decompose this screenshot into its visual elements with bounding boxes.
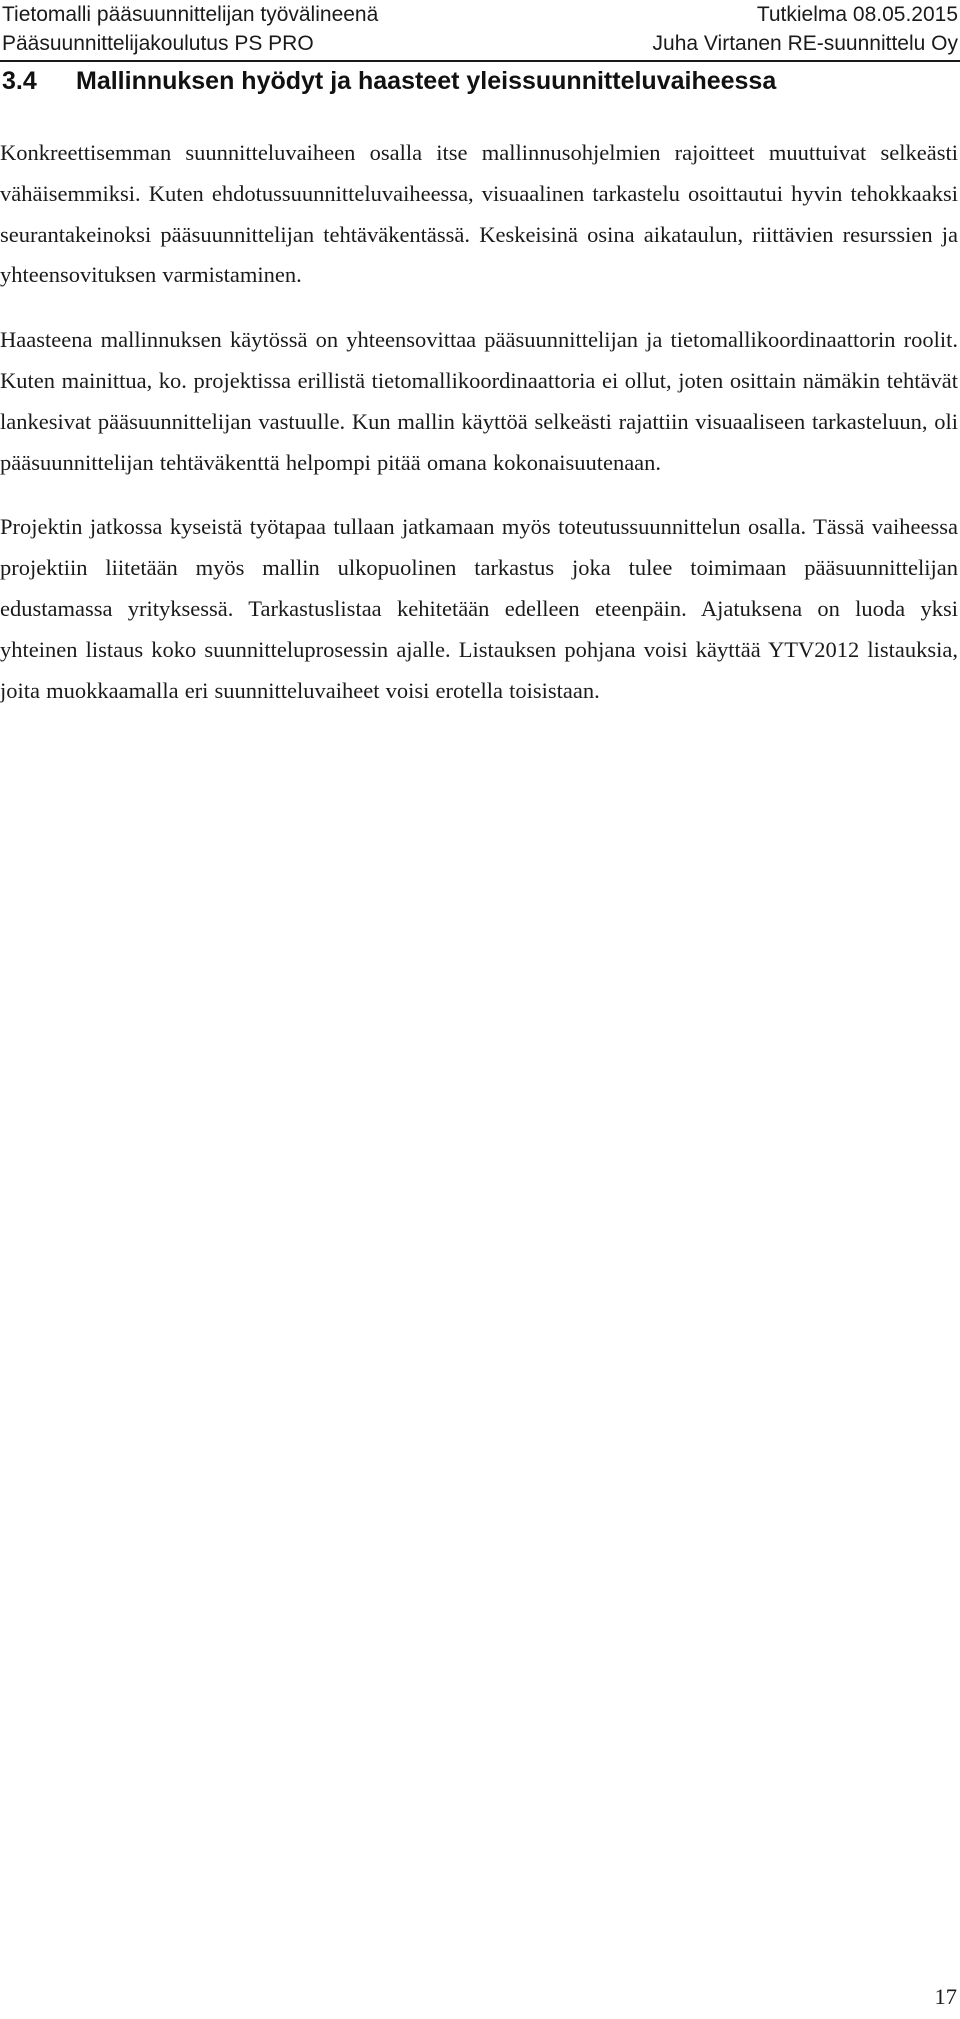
paragraph: Projektin jatkossa kyseistä työtapaa tullaan jatkamaan myös toteutussuunnittelun osalla. Tässä vaiheessa projektiin liitetään myös mallin ulkopuolinen tarkastus joka tulee toimimaan pääsuunnittelijan edustamassa yrityksessä. Tarkastuslistaa kehitetään edelleen eteenpäin. Ajatuksena on luoda yksi yhteinen listaus koko suunnitteluprosessin ajalle. Listauksen pohjana voisi käyttää YTV2012 listauksia, joita muokkaamalla eri suunnitteluvaiheet voisi erotella toisistaan. bbox=[0, 514, 958, 703]
paragraph: Haasteena mallinnuksen käytössä on yhteensovittaa pääsuunnittelijan ja tietomallikoordinaattorin roolit. Kuten mainittua, ko. projektissa erillistä tietomallikoordinaattoria ei ollut, joten osittain nämäkin tehtävät lankesivat pääsuunnittelijan vastuulle. Kun mallin käyttöä selkeästi rajattiin visuaaliseen tarkasteluun, oli pääsuunnittelijan tehtäväkenttä helpompi pitää omana kokonaisuutenaan. bbox=[0, 327, 958, 475]
section-heading bbox=[2, 64, 958, 98]
page-header bbox=[0, 0, 960, 58]
section-number: 3.4 bbox=[2, 67, 37, 95]
section-title: Mallinnuksen hyödyt ja haasteet yleissuunnitteluvaiheessa bbox=[76, 67, 777, 95]
header-row-2 bbox=[0, 29, 960, 58]
header-document-date: Tutkielma 08.05.2015 bbox=[756, 3, 958, 26]
header-thesis-title: Tietomalli pääsuunnittelijan työvälineenä bbox=[2, 3, 379, 26]
header-program-name: Pääsuunnittelijakoulutus PS PRO bbox=[2, 32, 314, 55]
body-text bbox=[0, 133, 958, 711]
paragraph: Konkreettisemman suunnitteluvaiheen osalla itse mallinnusohjelmien rajoitteet muuttuivat selkeästi vähäisemmiksi. Kuten ehdotussuunnitteluvaiheessa, visuaalinen tarkastelu osoittautui hyvin tehokkaaksi seurantakeinoksi pääsuunnittelijan tehtäväkentässä. Keskeisinä osina aikataulun, riittävien resurssien ja yhteensovituksen varmistaminen. bbox=[0, 140, 958, 288]
header-row-1 bbox=[0, 0, 960, 29]
header-divider bbox=[0, 60, 960, 62]
header-author: Juha Virtanen RE-suunnittelu Oy bbox=[652, 32, 958, 55]
page-number: 17 bbox=[934, 1984, 957, 2009]
